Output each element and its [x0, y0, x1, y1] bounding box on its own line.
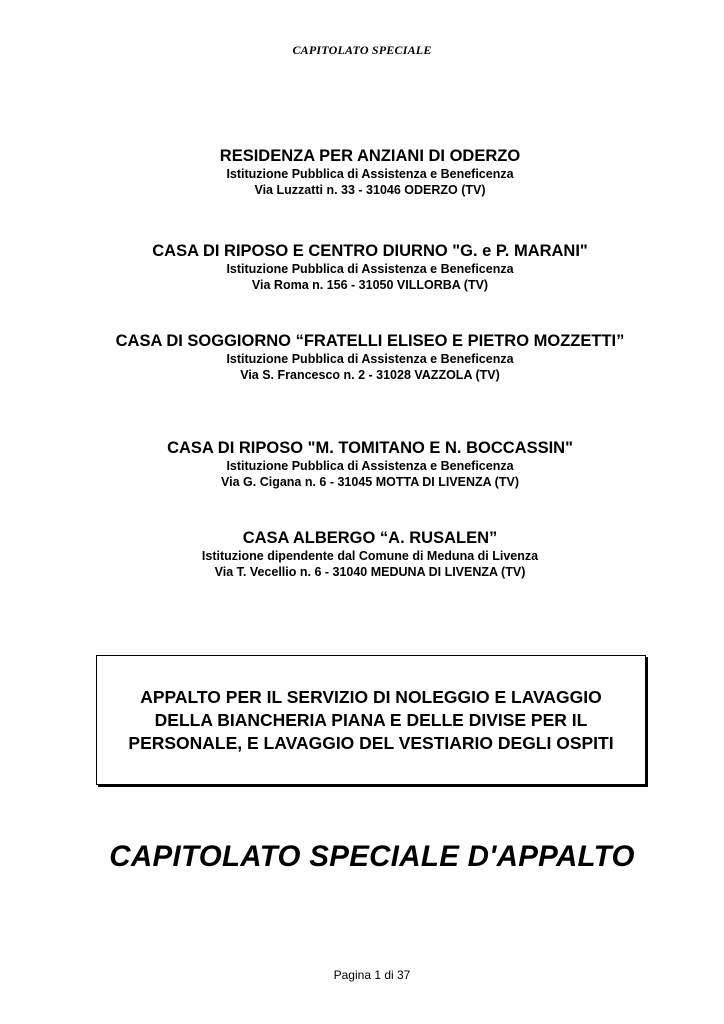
institution-block	[100, 146, 640, 198]
institution-address: Via G. Cigana n. 6 - 31045 MOTTA DI LIVENZA (TV)	[221, 475, 519, 489]
institution-name: CASA DI RIPOSO "M. TOMITANO E N. BOCCASSIN"	[167, 439, 573, 457]
page-number: Pagina 1 di 37	[333, 968, 411, 982]
institution-type: Istituzione Pubblica di Assistenza e Beneficenza	[226, 352, 514, 366]
document-title: CAPITOLATO SPECIALE D'APPALTO	[109, 840, 635, 873]
institution-name: CASA ALBERGO “A. RUSALEN”	[242, 529, 498, 547]
institution-block	[100, 241, 640, 293]
institution-block	[100, 528, 640, 580]
institution-name: CASA DI SOGGIORNO “FRATELLI ELISEO E PIETRO MOZZETTI”	[115, 332, 625, 350]
institution-type: Istituzione dipendente dal Comune di Meduna di Livenza	[201, 549, 539, 563]
institution-name: RESIDENZA PER ANZIANI DI ODERZO	[219, 147, 521, 165]
institution-address: Via Roma n. 156 - 31050 VILLORBA (TV)	[251, 278, 489, 292]
institution-type: Istituzione Pubblica di Assistenza e Beneficenza	[226, 459, 514, 473]
institution-address: Via S. Francesco n. 2 - 31028 VAZZOLA (TV)	[240, 368, 500, 382]
institution-block	[100, 438, 640, 490]
institution-type: Istituzione Pubblica di Assistenza e Beneficenza	[226, 167, 514, 181]
institution-name: CASA DI RIPOSO E CENTRO DIURNO "G. e P. MARANI"	[152, 242, 588, 260]
subject-text: APPALTO PER IL SERVIZIO DI NOLEGGIO E LAVAGGIO DELLA BIANCHERIA PIANA E DELLE DIVISE PER IL PERSONALE, E LAVAGGIO DEL VESTIARIO DEGLI OSPITI	[128, 686, 614, 753]
institution-address: Via T. Vecellio n. 6 - 31040 MEDUNA DI LIVENZA (TV)	[214, 565, 526, 579]
institution-address: Via Luzzatti n. 33 - 31046 ODERZO (TV)	[254, 183, 486, 197]
subject-box	[96, 655, 646, 785]
institution-block	[100, 331, 640, 383]
running-header: CAPITOLATO SPECIALE	[292, 43, 432, 57]
institution-type: Istituzione Pubblica di Assistenza e Beneficenza	[226, 262, 514, 276]
